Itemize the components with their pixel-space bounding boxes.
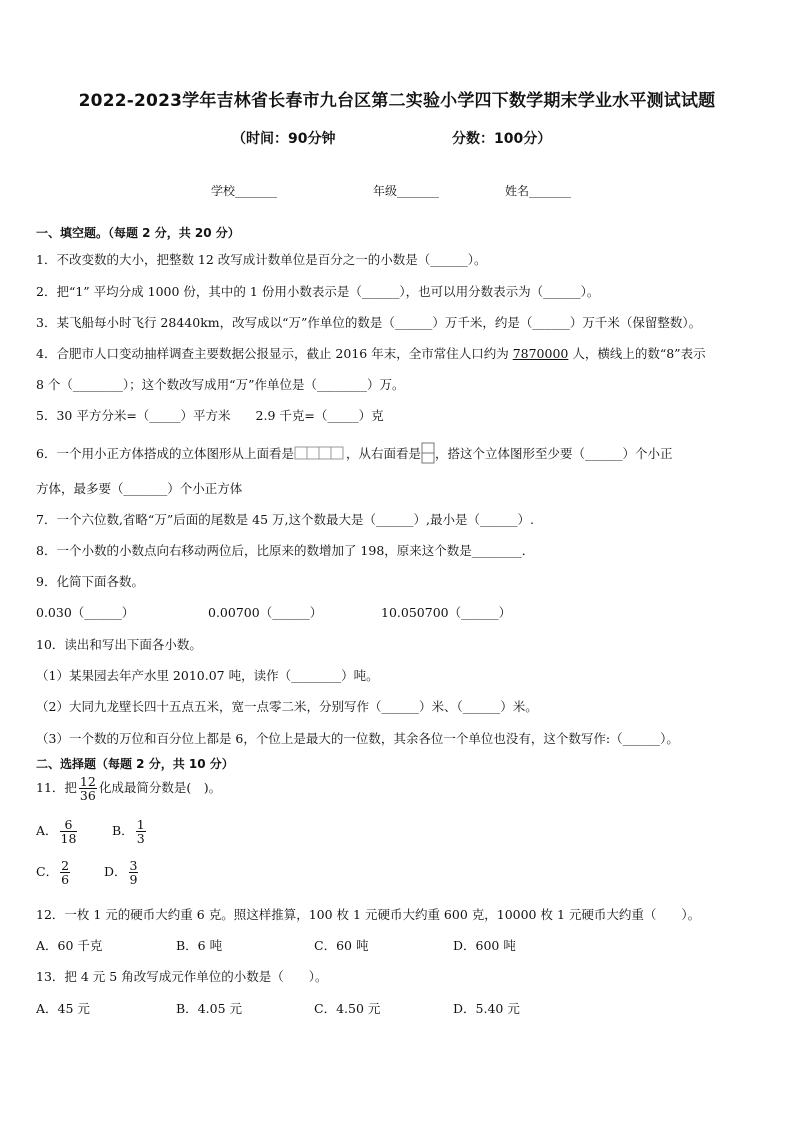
q11-option-a[interactable] bbox=[36, 818, 79, 845]
question-4-line2: 8 个（________）；这个数改写成用“万”作单位是（________）万。 bbox=[36, 377, 405, 392]
question-1: 1．不改变数的大小，把整数 12 改写成计数单位是百分之一的小数是（______）。 bbox=[36, 252, 487, 267]
question-9-a: 0.030（______） bbox=[36, 605, 135, 620]
right-view-figure bbox=[421, 442, 435, 467]
q11-option-b-num: 1 bbox=[136, 817, 145, 832]
question-5: 5．30 平方分米=（_____）平方米 2.9 千克=（_____）克 bbox=[36, 408, 384, 423]
q11-numerator: 12 bbox=[79, 774, 96, 789]
q13-option-a[interactable]: A．45 元 bbox=[36, 1001, 90, 1016]
exam-time: （时间：90分钟 bbox=[232, 131, 336, 147]
grade-field[interactable]: 年级_______ bbox=[373, 184, 440, 198]
q11-option-c-den: 6 bbox=[61, 872, 70, 888]
question-10-3: （3）一个数的万位和百分位上都是 6，个位上是最大的一位数，其余各位一个单位也没有，这个数写作:（______）。 bbox=[36, 731, 679, 746]
question-10-1: （1）某果园去年产水里 2010.07 吨，读作（________）吨。 bbox=[36, 668, 379, 683]
q11-option-a-fraction bbox=[60, 818, 78, 845]
q12-option-b[interactable]: B．6 吨 bbox=[176, 938, 223, 953]
question-7: 7．一个六位数,省略“万”后面的尾数是 45 万,这个数最大是（______）,最小是（______）. bbox=[36, 512, 534, 527]
exam-score: 分数：100分） bbox=[452, 131, 552, 147]
question-12: 12．一枚 1 元的硬币大约重 6 克。照这样推算，100 枚 1 元硬币大约重 600 克，10000 枚 1 元硬币大约重（ ）。 bbox=[36, 907, 701, 922]
question-6-line1 bbox=[36, 442, 673, 467]
section1-heading: 一、填空题。（每题 2 分，共 20 分） bbox=[36, 226, 240, 240]
q11-option-c-fraction bbox=[60, 859, 70, 886]
question-2: 2．把“1” 平均分成 1000 份，其中的 1 份用小数表示是（______），也可以用分数表示为（______）。 bbox=[36, 284, 600, 299]
q13-option-c[interactable]: C．4.50 元 bbox=[314, 1001, 381, 1016]
q11-option-d-den: 9 bbox=[129, 872, 138, 888]
q11-denominator: 36 bbox=[79, 788, 96, 804]
question-9: 9．化简下面各数。 bbox=[36, 574, 144, 589]
q11-option-c-num: 2 bbox=[61, 858, 70, 873]
q12-option-c[interactable]: C．60 吨 bbox=[314, 938, 369, 953]
q11-option-a-den: 18 bbox=[60, 831, 77, 847]
q11-option-a-num: 6 bbox=[60, 818, 78, 832]
q11-option-d-fraction bbox=[129, 859, 139, 886]
q6-text-b: ，从右面看是 bbox=[345, 446, 421, 461]
q11-fraction bbox=[79, 775, 97, 802]
q12-option-d[interactable]: D．600 吨 bbox=[453, 938, 516, 953]
q13-option-d[interactable]: D．5.40 元 bbox=[453, 1001, 520, 1016]
q11-pre: 11．把 bbox=[36, 780, 77, 796]
q4-text-b: 人，横线上的数“8”表示 bbox=[568, 346, 706, 361]
q13-option-b[interactable]: B．4.05 元 bbox=[176, 1001, 242, 1016]
question-10-2: （2）大同九龙壁长四十五点五米，宽一点零二米，分别写作（______）米、（______）米。 bbox=[36, 699, 538, 714]
school-field[interactable]: 学校_______ bbox=[211, 184, 278, 198]
question-4-line1 bbox=[36, 344, 706, 362]
q6-text-c: ，搭这个立体图形至少要（______）个小正 bbox=[434, 446, 673, 461]
q11-option-a-label: A． bbox=[36, 823, 58, 839]
question-9-b: 0.00700（______） bbox=[208, 605, 323, 620]
question-10: 10．读出和写出下面各小数。 bbox=[36, 637, 202, 652]
q11-option-d[interactable] bbox=[104, 859, 140, 886]
q11-option-b-den: 3 bbox=[136, 831, 145, 847]
q11-option-b[interactable] bbox=[112, 818, 148, 845]
question-3: 3．某飞船每小时飞行 28440km，改写成以“万”作单位的数是（______）万千米，约是（______）万千米（保留整数）。 bbox=[36, 315, 702, 330]
q11-option-c[interactable] bbox=[36, 859, 72, 886]
top-view-figure bbox=[294, 446, 346, 463]
q4-text-a: 4．合肥市人口变动抽样调查主要数据公报显示，截止 2016 年末，全市常住人口约为 bbox=[36, 346, 513, 361]
section2-heading: 二、选择题（每题 2 分，共 10 分） bbox=[36, 757, 234, 771]
q11-option-b-fraction bbox=[136, 818, 146, 845]
q6-text-a: 6．一个用小正方体搭成的立体图形从上面看是 bbox=[36, 446, 294, 461]
name-field[interactable]: 姓名_______ bbox=[505, 184, 572, 198]
q12-option-a[interactable]: A．60 千克 bbox=[36, 938, 103, 953]
q11-option-d-num: 3 bbox=[129, 858, 138, 873]
q11-option-d-label: D． bbox=[104, 864, 127, 880]
q4-number: 7870000 bbox=[512, 346, 569, 361]
question-11 bbox=[36, 775, 221, 802]
question-8: 8．一个小数的小数点向右移动两位后，比原来的数增加了 198，原来这个数是________． bbox=[36, 543, 535, 558]
question-13: 13．把 4 元 5 角改写成元作单位的小数是（ ）。 bbox=[36, 969, 328, 984]
question-9-c: 10.050700（______） bbox=[381, 605, 512, 620]
q11-option-c-label: C． bbox=[36, 864, 59, 880]
page-title: 2022-2023学年吉林省长春市九台区第二实验小学四下数学期末学业水平测试试题 bbox=[78, 91, 716, 111]
question-6-line2: 方体，最多要（_______）个小正方体 bbox=[36, 481, 243, 496]
q11-option-b-label: B． bbox=[112, 823, 134, 839]
q11-post: 化成最简分数是( )。 bbox=[98, 780, 222, 796]
